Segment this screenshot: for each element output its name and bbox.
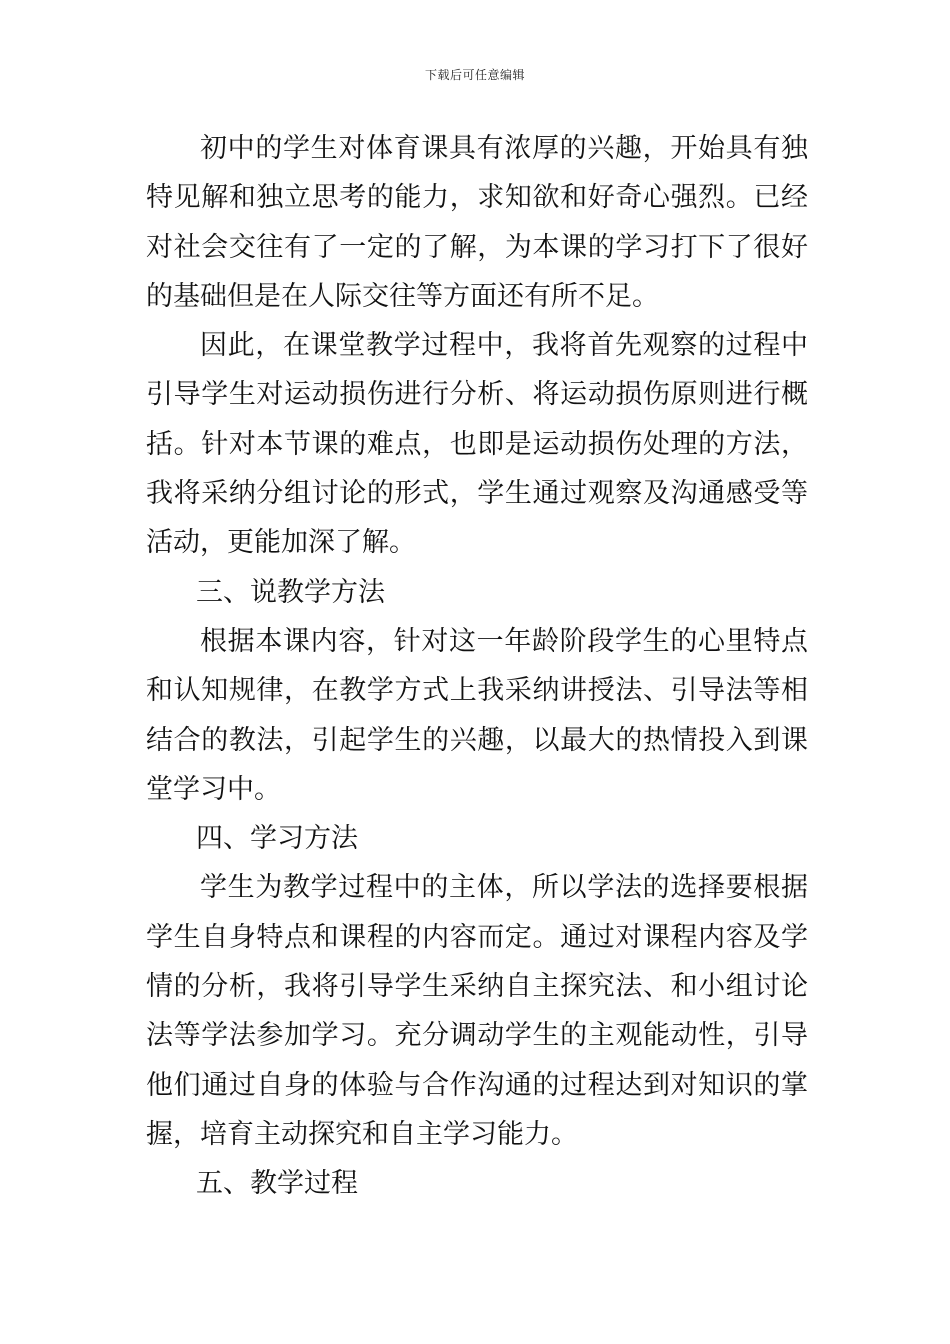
paragraph-teaching-process: 因此，在课堂教学过程中，我将首先观察的过程中引导学生对运动损伤进行分析、将运动损伤原则进行概括。针对本节课的难点，也即是运动损伤处理的方法，我将采纳分组讨论的形式，学生通过观察及沟通感受等活动，更能加深了解。	[146, 330, 808, 559]
paragraph-teaching-methods: 根据本课内容，针对这一年龄阶段学生的心里特点和认知规律，在教学方式上我采纳讲授法、引导法等相结合的教法，引起学生的兴趣，以最大的热情投入到课堂学习中。	[146, 625, 808, 805]
document-body	[146, 124, 808, 1209]
heading-teaching-methods: 三、说教学方法	[196, 576, 385, 608]
heading-teaching-procedure: 五、教学过程	[196, 1168, 358, 1200]
paragraph-student-analysis: 初中的学生对体育课具有浓厚的兴趣，开始具有独特见解和独立思考的能力，求知欲和好奇心强烈。已经对社会交往有了一定的了解，为本课的学习打下了很好的基础但是在人际交往等方面还有所不足。	[146, 133, 808, 312]
heading-learning-methods: 四、学习方法	[196, 823, 358, 855]
page-header-note: 下载后可任意编辑	[424, 68, 525, 82]
paragraph-learning-methods: 学生为教学过程中的主体，所以学法的选择要根据学生自身特点和课程的内容而定。通过对课程内容及学情的分析，我将引导学生采纳自主探究法、和小组讨论法等学法参加学习。充分调动学生的主观能动性，引导他们通过自身的体验与合作沟通的过程达到对知识的掌握，培育主动探究和自主学习能力。	[146, 872, 808, 1150]
